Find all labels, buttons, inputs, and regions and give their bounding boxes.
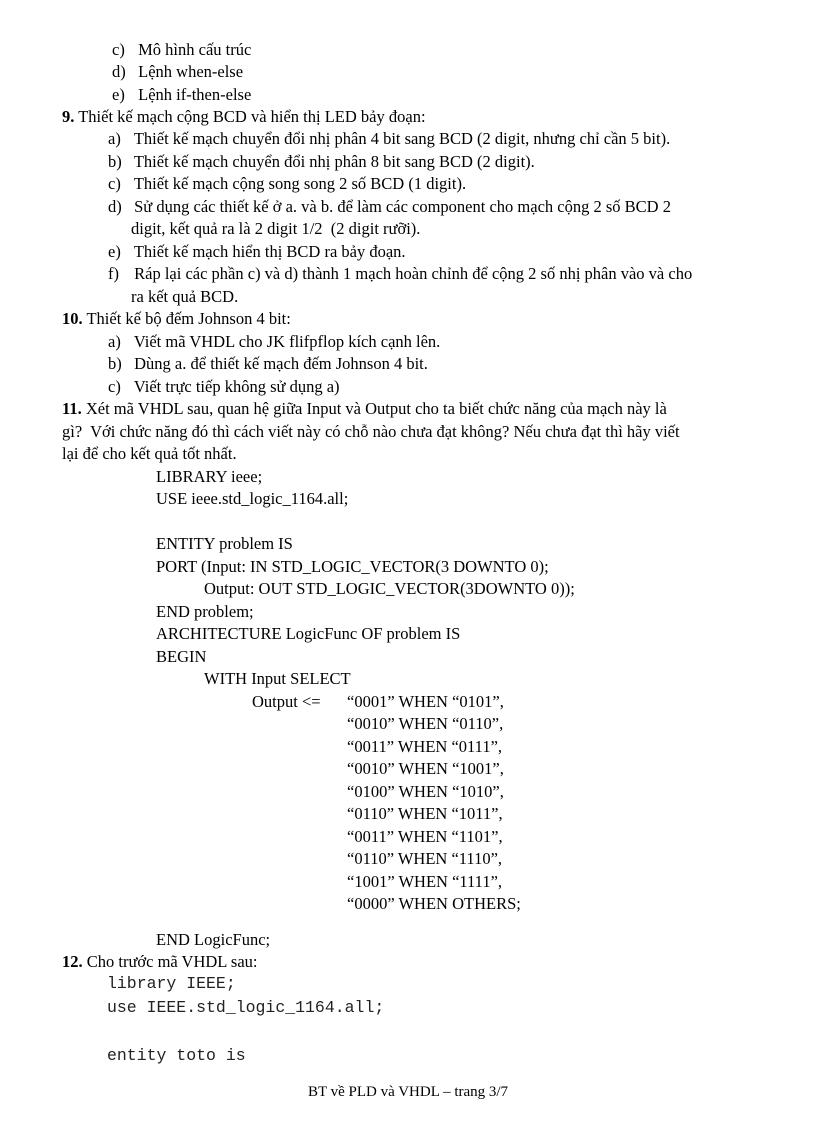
page-footer: BT về PLD và VHDL – trang 3/7: [307, 1084, 509, 1100]
question-9-heading: 9. Thiết kế mạch cộng BCD và hiển thị LED bảy đoạn:: [62, 107, 426, 126]
question-11-line-3: lại để cho kết quả tốt nhất.: [62, 444, 237, 463]
q9-item-d-continuation: digit, kết quả ra là 2 digit 1/2 (2 digit rưỡi).: [131, 219, 421, 238]
q9-item-f-continuation: ra kết quả BCD.: [131, 287, 239, 306]
vhdl-mono-code-line: library IEEE;: [107, 974, 236, 993]
question-12-heading: 12. Cho trước mã VHDL sau:: [62, 952, 258, 971]
q9-item-b: b) Thiết kế mạch chuyển đổi nhị phân 8 bit sang BCD (2 digit).: [108, 152, 535, 171]
vhdl-code-line: BEGIN: [156, 647, 207, 666]
vhdl-mono-code-line: entity toto is: [107, 1046, 246, 1065]
q9-item-c: c) Thiết kế mạch cộng song song 2 số BCD (1 digit).: [108, 174, 467, 193]
vhdl-case-line: “0011” WHEN “0111”,: [347, 737, 503, 756]
vhdl-code-line: END LogicFunc;: [156, 930, 271, 949]
prev-item-d: d) Lệnh when-else: [112, 62, 244, 81]
q10-item-b: b) Dùng a. để thiết kế mạch đếm Johnson 4 bit.: [108, 354, 428, 373]
q9-item-f: f) Ráp lại các phần c) và d) thành 1 mạch hoàn chỉnh để cộng 2 số nhị phân vào và cho: [108, 264, 693, 283]
prev-item-c: c) Mô hình cấu trúc: [112, 40, 252, 59]
prev-item-e: e) Lệnh if-then-else: [112, 85, 252, 104]
q10-item-a: a) Viết mã VHDL cho JK flifpflop kích cạnh lên.: [108, 332, 441, 351]
vhdl-case-line: “0100” WHEN “1010”,: [347, 782, 504, 801]
vhdl-code-line: PORT (Input: IN STD_LOGIC_VECTOR(3 DOWNTO 0);: [156, 557, 549, 576]
vhdl-case-line: “0010” WHEN “1001”,: [347, 759, 504, 778]
vhdl-code-line: Output <=: [252, 692, 321, 711]
vhdl-code-line: ENTITY problem IS: [156, 534, 293, 553]
vhdl-case-line: “1001” WHEN “1111”,: [347, 872, 503, 891]
q9-item-d: d) Sử dụng các thiết kế ở a. và b. để làm các component cho mạch cộng 2 số BCD 2: [108, 197, 671, 216]
q9-item-e: e) Thiết kế mạch hiển thị BCD ra bảy đoạn.: [108, 242, 406, 261]
vhdl-case-line: “0010” WHEN “0110”,: [347, 714, 504, 733]
q9-item-a: a) Thiết kế mạch chuyển đổi nhị phân 4 bit sang BCD (2 digit, nhưng chỉ cần 5 bit).: [108, 129, 671, 148]
vhdl-case-line: “0110” WHEN “1110”,: [347, 849, 503, 868]
vhdl-code-line: ARCHITECTURE LogicFunc OF problem IS: [156, 624, 461, 643]
question-10-heading: 10. Thiết kế bộ đếm Johnson 4 bit:: [62, 309, 291, 328]
question-11-line-2: gì? Với chức năng đó thì cách viết này có chỗ nào chưa đạt không? Nếu chưa đạt thì hãy viết: [62, 422, 680, 441]
vhdl-case-line: “0011” WHEN “1101”,: [347, 827, 503, 846]
vhdl-case-line: “0110” WHEN “1011”,: [347, 804, 503, 823]
q10-item-c: c) Viết trực tiếp không sử dụng a): [108, 377, 340, 396]
vhdl-code-line: USE ieee.std_logic_1164.all;: [156, 489, 349, 508]
vhdl-mono-code-line: use IEEE.std_logic_1164.all;: [107, 998, 385, 1017]
vhdl-code-line: Output: OUT STD_LOGIC_VECTOR(3DOWNTO 0));: [204, 579, 575, 598]
vhdl-case-line: “0000” WHEN OTHERS;: [347, 894, 521, 913]
vhdl-code-line: LIBRARY ieee;: [156, 467, 263, 486]
question-11-heading: 11. Xét mã VHDL sau, quan hệ giữa Input và Output cho ta biết chức năng của mạch này là: [62, 399, 667, 418]
vhdl-case-line: “0001” WHEN “0101”,: [347, 692, 504, 711]
vhdl-code-line: WITH Input SELECT: [204, 669, 351, 688]
vhdl-code-line: END problem;: [156, 602, 254, 621]
